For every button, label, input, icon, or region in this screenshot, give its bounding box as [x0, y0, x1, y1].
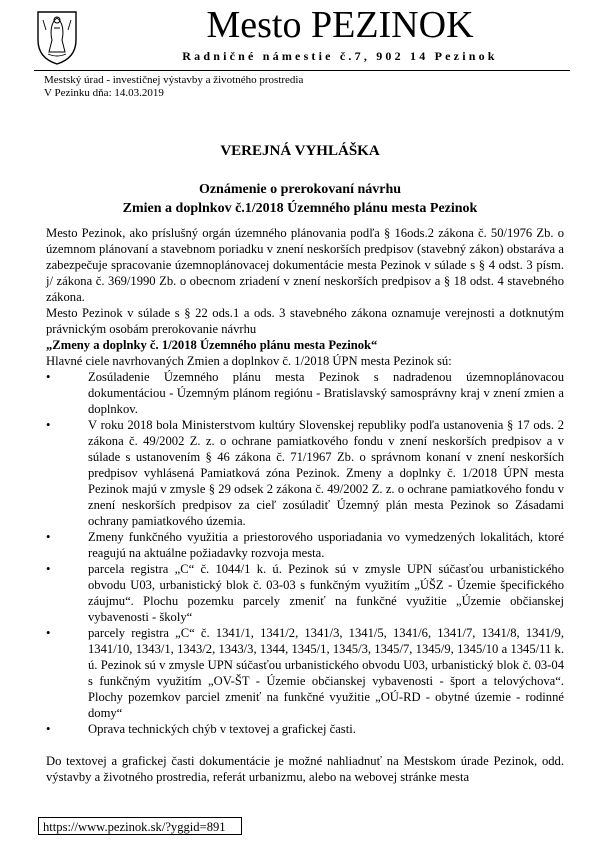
bullet-icon: • [46, 418, 51, 432]
document-body [46, 225, 564, 785]
coat-of-arms-logo [34, 6, 80, 66]
list-item-text: Oprava technických chýb v textovej a grafickej časti. [88, 722, 356, 736]
list-item-text: Zosúladenie Územného plánu mesta Pezinok s nadradenou územnoplánovacou dokumentáciou - Územným plánom regiónu - Bratislavský samosprávny kraj v znení zmien a doplnkov. [88, 370, 564, 416]
list-item [46, 529, 564, 561]
paragraph-authority: Mesto Pezinok, ako príslušný orgán územného plánovania podľa § 16ods.2 zákona č. 50/1976 Zb. o územnom plánovaní a stavebnom poriadku v znení neskorších predpisov (stavebný zákon) obstaráva a zabezpečuje spracovanie územnoplánovacej dokumentácie mesta Pezinok v súlade s § 4 odst. 3 písm. j/ zákona č. 369/1990 Zb. o obecnom zriadení v znení neskorších predpisov a § 18 odst. 4 stavebného zákona. [46, 226, 564, 304]
list-item [46, 417, 564, 529]
subheading-line-1: Oznámenie o prerokovaní návrhu [198, 182, 402, 197]
paragraph-announcement: Mesto Pezinok v súlade s § 22 ods.1 a ods. 3 stavebného zákona oznamuje verejnosti a dotknutým právnickým osobám prerokovanie návrhu [46, 306, 564, 336]
document-heading: VEREJNÁ VYHLÁŠKA [220, 143, 380, 159]
subheading-line-2: Zmien a doplnkov č.1/2018 Územného plánu mesta Pezinok [122, 201, 478, 216]
bullet-icon: • [46, 370, 51, 384]
list-item-text: Zmeny funkčného využitia a priestorového usporiadania vo vymedzených lokalitách, ktoré reagujú na aktuálne požiadavky rozvoja mesta. [88, 530, 564, 560]
plan-title: „Zmeny a doplnky č. 1/2018 Územného plánu mesta Pezinok“ [46, 338, 378, 352]
list-item-text: parcely registra „C“ č. 1341/1, 1341/2, 1341/3, 1341/5, 1341/6, 1341/7, 1341/8, 1341/9, 1341/10, 1343/1, 1343/2, 1343/3, 1344, 1345/1, 1345/3, 1345/7, 1345/9, 1345/10 a 1345/11 k. ú. Pezinok sú v zmysle UPN súčasťou urbanistického obvodu U03, urbanistický blok č. 03-04 s funkčným využitím „OV-ŠT - Územie občianskej vybavenosti - šport a telovýchova“. Plochy pozemkov parciel zmeniť na funkčné využitie „OÚ-RD - obytné územie - rodinné domy“ [88, 626, 564, 720]
city-address: Radničné námestie č.7, 902 14 Pezinok [182, 49, 498, 63]
city-name: Mesto PEZINOK [206, 4, 474, 46]
office-department: Mestský úrad - investičnej výstavby a životného prostredia [44, 74, 304, 86]
bullet-icon: • [46, 530, 51, 544]
bullet-icon: • [46, 722, 51, 736]
document-date: V Pezinku dňa: 14.03.2019 [44, 87, 164, 99]
header-divider [34, 70, 570, 71]
office-block [44, 74, 303, 100]
list-item [46, 369, 564, 417]
list-item-text: parcela registra „C“ č. 1044/1 k. ú. Pezinok sú v zmysle UPN súčasťou urbanistického obvodu U03, urbanistický blok č. 03-03 s funkčným využitím „ÚŠZ - Územie špecifického záujmu“. Plochu pozemku parcely zmeniť na funkčné využitie „Územie občianskej vybavenosti - školy“ [88, 562, 564, 624]
paragraph-closing: Do textovej a grafickej časti dokumentácie je možné nahliadnuť na Mestskom úrade Pezinok, odd. výstavby a životného prostredia, referát urbanizmu, alebo na webovej stránke mesta [46, 754, 564, 784]
city-website-link[interactable]: https://www.pezinok.sk/?yggid=891 [38, 817, 242, 835]
goals-intro: Hlavné ciele navrhovaných Zmien a doplnkov č. 1/2018 ÚPN mesta Pezinok sú: [46, 354, 452, 368]
bullet-icon: • [46, 626, 51, 640]
bullet-icon: • [46, 562, 51, 576]
document-subheading [0, 180, 600, 218]
spacer [46, 737, 564, 753]
list-item [46, 625, 564, 721]
list-item [46, 561, 564, 625]
list-item [46, 721, 564, 737]
list-item-text: V roku 2018 bola Ministerstvom kultúry Slovenskej republiky podľa ustanovenia § 17 ods. 2 zákona č. 49/2002 Z. z. o ochrane pamiatkového fondu v znení neskorších predpisov a v súlade s ustanovením § 46 zákona č. 71/1967 Zb. o správnom konaní v znení neskorších predpisov vyhlásená Pamiatková zóna Pezinok. Zmeny a doplnky č. 1/2018 ÚPN mesta Pezinok majú v zmysle § 29 odsek 2 zákona č. 49/2002 Z. z. o ochrane pamiatkového fondu v znení neskorších predpisov za cieľ zosúladiť Územný plán mesta Pezinok so Zásadami ochrany pamiatkového územia. [88, 418, 564, 528]
